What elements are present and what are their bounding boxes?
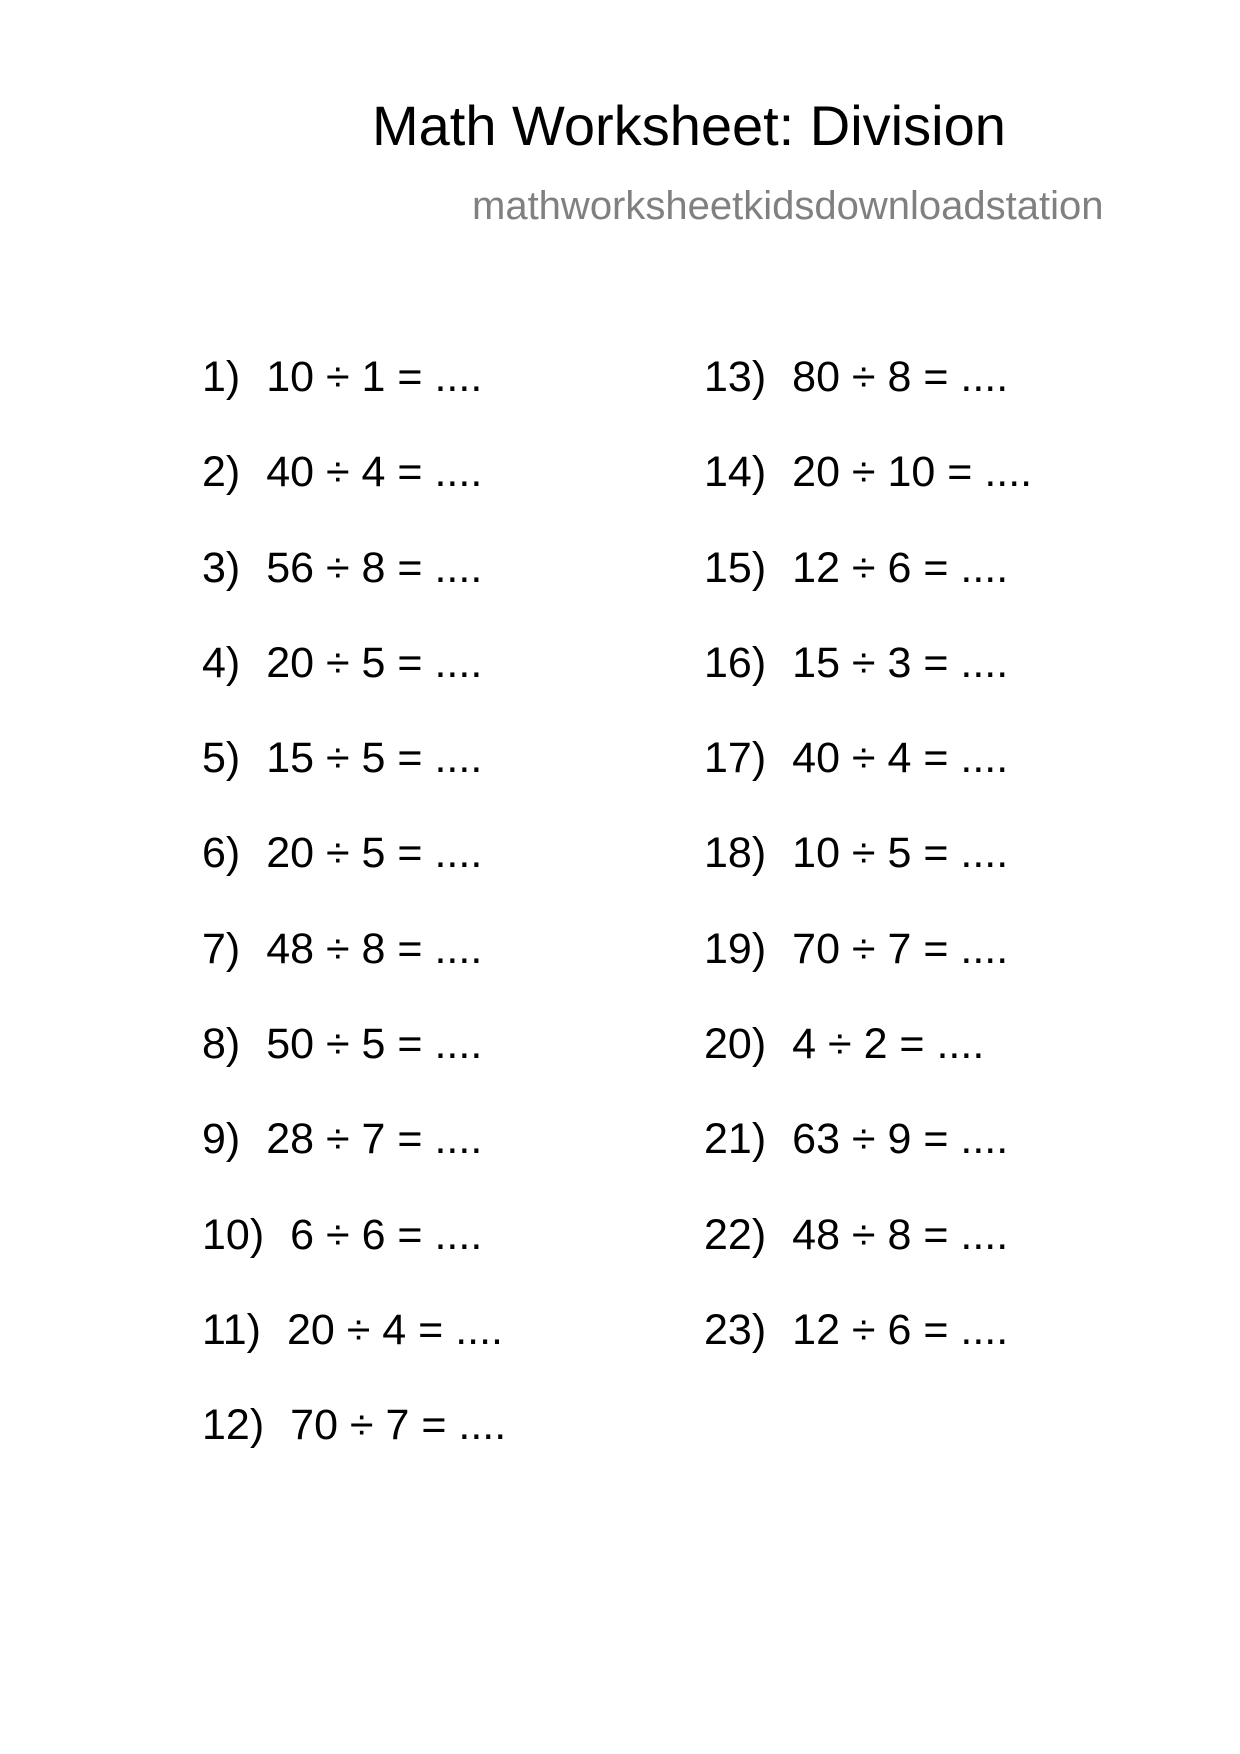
problem-number: 1) [202,353,241,401]
problem-number: 23) [704,1305,767,1354]
problem-expression: 20 ÷ 5 = .... [266,829,483,878]
problem-number: 22) [704,1210,767,1259]
problem-item [704,924,1032,1023]
page-subtitle: mathworksheetkidsdownloadstation [472,184,1104,228]
problem-number: 20) [704,1020,767,1069]
problem-item [202,353,506,451]
problem-item [202,543,506,642]
problem-number: 9) [202,1115,241,1164]
problem-list-right [704,353,1033,1404]
problem-expression: 12 ÷ 6 = .... [792,1305,1009,1354]
problem-item [704,1020,1032,1118]
problem-expression: 20 ÷ 4 = .... [286,1305,503,1354]
problem-item [202,638,506,737]
problem-number: 17) [704,734,767,783]
problem-expression: 15 ÷ 3 = .... [792,638,1009,687]
problem-item [202,734,506,832]
problem-number: 10) [202,1210,265,1259]
problem-number: 7) [202,924,241,973]
problem-expression: 48 ÷ 8 = .... [792,1210,1009,1259]
problem-item [704,1210,1032,1309]
problem-item [202,448,506,546]
problem-expression: 50 ÷ 5 = .... [266,1020,483,1069]
problem-item [704,1305,1032,1404]
problem-expression: 70 ÷ 7 = .... [290,1401,507,1450]
problem-expression: 20 ÷ 5 = .... [266,638,483,687]
problem-item [202,1305,506,1404]
problem-item [202,1210,506,1309]
problem-item [202,1401,507,1499]
problem-number: 19) [704,924,767,973]
problem-list-left [202,353,507,1500]
problem-expression: 70 ÷ 7 = .... [792,924,1009,973]
page-title: Math Worksheet: Division [372,94,1006,157]
problem-expression: 56 ÷ 8 = .... [266,543,483,592]
problem-number: 5) [202,734,241,783]
problem-expression: 4 ÷ 2 = .... [792,1020,985,1069]
problem-expression: 48 ÷ 8 = .... [266,924,483,973]
problem-item [202,924,506,1023]
problem-expression: 63 ÷ 9 = .... [792,1115,1009,1164]
problem-item [704,734,1032,832]
problem-item [704,829,1032,927]
problem-expression: 10 ÷ 1 = .... [266,353,483,401]
problem-number: 12) [202,1401,265,1450]
problem-expression: 6 ÷ 6 = .... [290,1210,483,1259]
problem-number: 18) [704,829,767,878]
problem-expression: 20 ÷ 10 = .... [792,448,1033,497]
problem-item [704,1115,1032,1213]
problem-number: 15) [704,543,767,592]
problem-item [704,543,1032,642]
problem-expression: 12 ÷ 6 = .... [792,543,1009,592]
problem-number: 16) [704,638,767,687]
problem-item [202,1020,506,1118]
problem-number: 3) [202,543,241,592]
problem-expression: 40 ÷ 4 = .... [792,734,1009,783]
problem-number: 8) [202,1020,241,1069]
problem-number: 11) [202,1305,261,1354]
problem-number: 13) [704,353,767,401]
problem-number: 4) [202,638,241,687]
problem-number: 21) [704,1115,767,1164]
problem-number: 6) [202,829,241,878]
problem-number: 14) [704,448,767,497]
problem-number: 2) [202,448,241,497]
problem-item [202,829,506,927]
problem-item [704,448,1033,546]
problem-expression: 15 ÷ 5 = .... [266,734,483,783]
problem-item [704,353,1032,451]
problem-expression: 80 ÷ 8 = .... [792,353,1009,401]
problem-item [202,1115,506,1213]
problem-expression: 40 ÷ 4 = .... [266,448,483,497]
problem-item [704,638,1032,737]
problem-expression: 10 ÷ 5 = .... [792,829,1009,878]
problem-expression: 28 ÷ 7 = .... [266,1115,483,1164]
